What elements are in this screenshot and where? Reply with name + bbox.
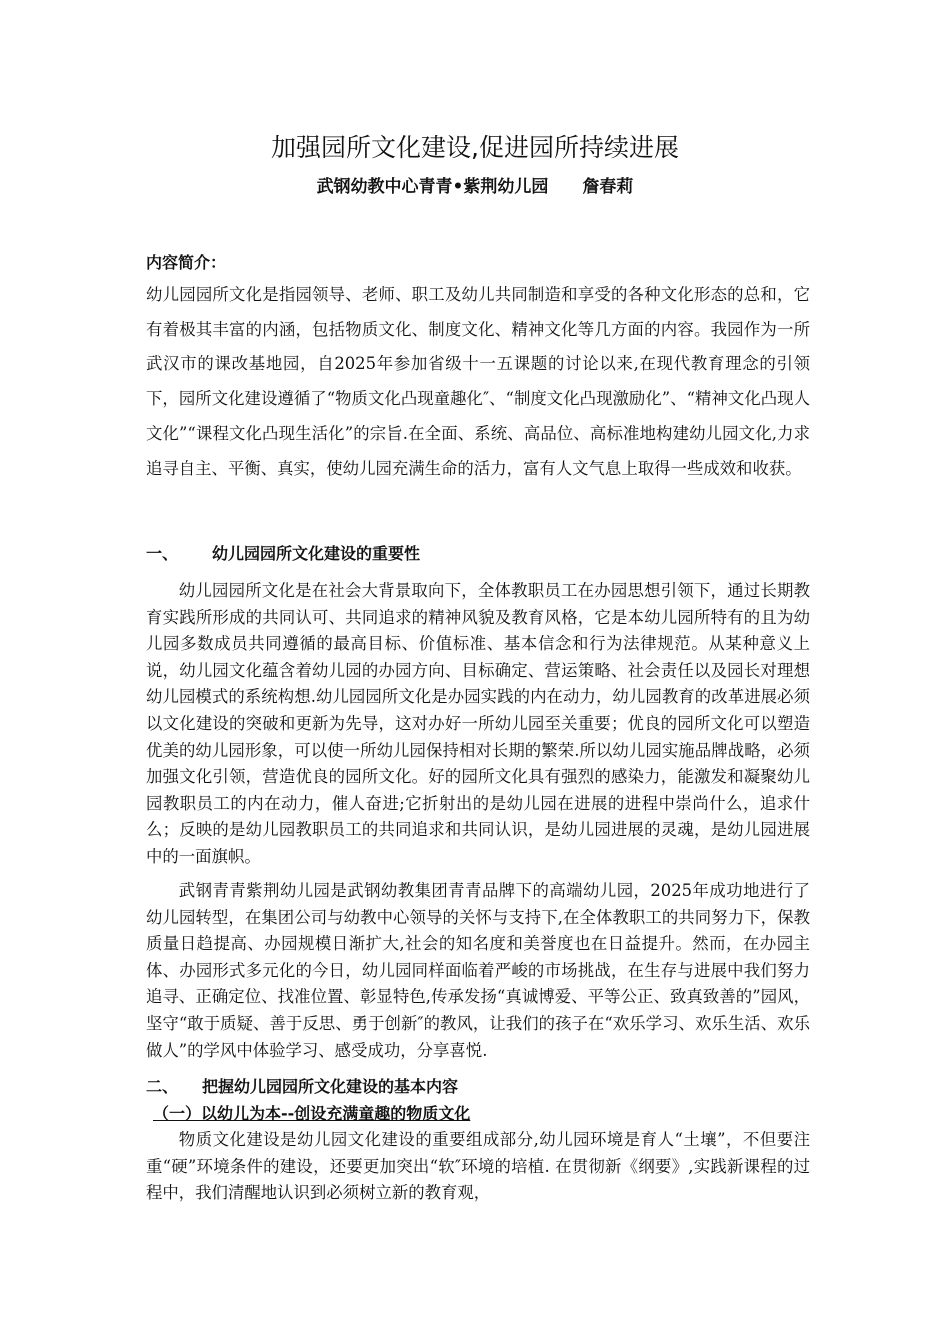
- document-title: 加强园所文化建设,促进园所持续进展: [271, 133, 679, 162]
- document-byline: [0, 173, 950, 201]
- section-2-number: 二、: [146, 1077, 179, 1096]
- intro-paragraph: 幼儿园园所文化是指园领导、老师、职工及幼儿共同制造和享受的各种文化形态的总和，它有着极其丰富的内涵，包括物质文化、制度文化、精神文化等几方面的内容。我园作为一所武汉市的课改基地园，自2025年参加省级十一五课题的讨论以来,在现代教育理念的引领下，园所文化建设遵循了“物质文化凸现童趣化″、“制度文化凸现激励化”、“精神文化凸现人文化”“课程文化凸现生活化”的宗旨.在全面、系统、高品位、高标准地构建幼儿园文化,力求追寻自主、平衡、真实，使幼儿园充满生命的活力，富有人文气息上取得一些成效和收获。: [146, 285, 810, 478]
- section-1-paragraph-1: 幼儿园园所文化是在社会大背景取向下，全体教职员工在办园思想引领下，通过长期教育实践所形成的共同认可、共同追求的精神风貌及教育风格，它是本幼儿园所特有的且为幼儿园多数成员共同遵循的最高目标、价值标准、基本信念和行为法律规范。从某种意义上说，幼儿园文化蕴含着幼儿园的办园方向、目标确定、营运策略、社会责任以及园长对理想幼儿园模式的系统构想.幼儿园园所文化是办园实践的内在动力，幼儿园教育的改革进展必须以文化建设的突破和更新为先导，这对办好一所幼儿园至关重要；优良的园所文化可以塑造优美的幼儿园形象，可以使一所幼儿园保持相对长期的繁荣.所以幼儿园实施品牌战略，必须加强文化引领，营造优良的园所文化。好的园所文化具有强烈的感染力，能激发和凝聚幼儿园教职员工的内在动力，催人奋进;它折射出的是幼儿园在进展的进程中崇尚什么，追求什么；反映的是幼儿园教职员工的共同追求和共同认识，是幼儿园进展的灵魂，是幼儿园进展中的一面旗帜。: [146, 581, 810, 866]
- section-2-1-paragraph: 物质文化建设是幼儿园文化建设的重要组成部分,幼儿园环境是育人“土壤”，不但要注重“硬”环境条件的建设，还要更加突出“软″环境的培植. 在贯彻新《纲要》,实践新课程的过程中，我们清醒地认识到必须树立新的教育观，: [146, 1130, 810, 1203]
- section-1-paragraph-2: 武钢青青紫荆幼儿园是武钢幼教集团青青品牌下的高端幼儿园，2025年成功地进行了幼儿园转型，在集团公司与幼教中心领导的关怀与支持下,在全体教职工的共同努力下，保教质量日趋提高、办园规模日渐扩大,社会的知名度和美誉度也在日益提升。然而，在办园主体、办园形式多元化的今日，幼儿园同样面临着严峻的市场挑战，在生存与进展中我们努力追寻、正确定位、找准位置、彰显特色,传承发扬“真诚博爱、平等公正、致真致善的”园风，坚守“敢于质疑、善于反思、勇于创新″的教风，让我们的孩子在“欢乐学习、欢乐生活、欢乐做人”的学风中体验学习、感受成功，分享喜悦.: [146, 881, 810, 1060]
- section-2-1-heading: （一）以幼儿为本--创设充满童趣的物质文化: [153, 1104, 471, 1123]
- section-1-number: 一、: [146, 544, 179, 563]
- section-1-title: 幼儿园园所文化建设的重要性: [212, 544, 421, 563]
- section-1-heading: [146, 541, 420, 567]
- section-2-title: 把握幼儿园园所文化建设的基本内容: [202, 1077, 459, 1096]
- section-2-heading: [146, 1074, 458, 1100]
- organization-name: 武钢幼教中心青青•紫荆幼儿园: [316, 177, 549, 197]
- intro-heading: 内容简介：: [146, 253, 227, 272]
- author-name: 詹春莉: [582, 177, 634, 197]
